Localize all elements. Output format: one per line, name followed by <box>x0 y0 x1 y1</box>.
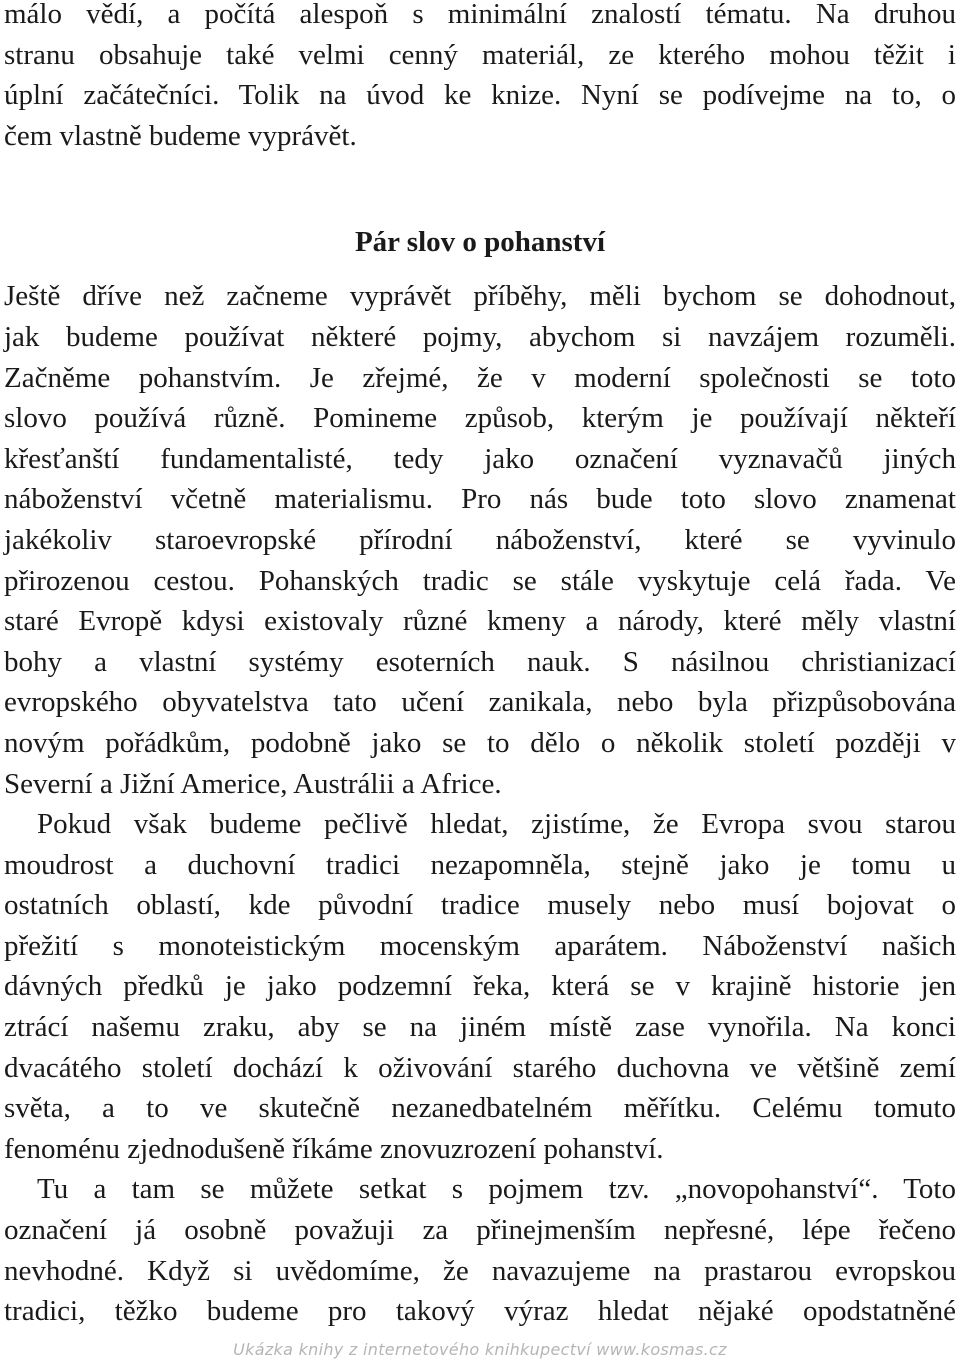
text-line: málo vědí, a počítá alespoň s minimální znalostí tématu. Na druhou <box>4 0 956 30</box>
book-page <box>4 0 956 1332</box>
text-line: přežití s monoteistickým mocenským aparátem. Náboženství našich <box>4 929 956 962</box>
text-line: staré Evropě kdysi existovaly různé kmeny a národy, které měly vlastní <box>4 605 956 638</box>
text-line: čem vlastně budeme vyprávět. <box>4 119 357 152</box>
text-line: Ještě dříve než začneme vyprávět příběhy, měli bychom se dohodnout, <box>4 280 956 313</box>
text-line: fenoménu zjednodušeně říkáme znovuzrození pohanství. <box>4 1132 664 1165</box>
text-line: slovo používá různě. Pomineme způsob, kterým je používají někteří <box>4 402 956 435</box>
text-line: Začněme pohanstvím. Je zřejmé, že v moderní společnosti se toto <box>4 361 956 394</box>
text-line: Tu a tam se můžete setkat s pojmem tzv. „novopohanství“. Toto <box>37 1173 956 1206</box>
text-line: nevhodné. Když si uvědomíme, že navazujeme na prastarou evropskou <box>4 1254 956 1287</box>
text-line: křesťanští fundamentalisté, tedy jako označení vyznavačů jiných <box>4 442 956 475</box>
text-line: novým pořádkům, podobně jako se to dělo o několik století později v <box>4 726 956 759</box>
text-line: tradici, těžko budeme pro takový výraz hledat nějaké opodstatněné <box>4 1295 956 1328</box>
text-line: jakékoliv staroevropské přírodní náboženství, které se vyvinulo <box>4 523 956 556</box>
text-line: moudrost a duchovní tradici nezapomněla, stejně jako je tomu u <box>4 848 956 881</box>
paragraph-2 <box>4 804 956 1169</box>
text-line: stranu obsahuje také velmi cenný materiál, ze kterého mohou těžit i <box>4 38 956 71</box>
text-line: Pokud však budeme pečlivě hledat, zjistíme, že Evropa svou starou <box>37 808 956 841</box>
text-line: dvacátého století dochází k oživování starého duchovna ve většině zemí <box>4 1051 956 1084</box>
paragraph-1 <box>4 276 956 804</box>
text-line: náboženství včetně materialismu. Pro nás bude toto slovo znamenat <box>4 483 956 516</box>
text-line: bohy a vlastní systémy esoterních nauk. S násilnou christianizací <box>4 645 956 678</box>
text-line: světa, a to ve skutečně nezanedbatelném měřítku. Celému tomuto <box>4 1092 956 1125</box>
text-line: ostatních oblastí, kde původní tradice musely nebo musí bojovat o <box>4 889 956 922</box>
text-line: evropského obyvatelstva tato učení zanikala, nebo byla přizpůsobována <box>4 686 956 719</box>
intro-paragraph <box>4 0 956 156</box>
text-line: jak budeme používat některé pojmy, abychom si navzájem rozuměli. <box>4 320 956 353</box>
text-line: úplní začátečníci. Tolik na úvod ke knize. Nyní se podívejme na to, o <box>4 79 956 112</box>
text-line: označení já osobně považuji za přinejmenším nepřesné, lépe řečeno <box>4 1214 956 1247</box>
text-line: Severní a Jižní Americe, Austrálii a Africe. <box>4 767 502 800</box>
section-heading: Pár slov o pohanství <box>354 226 606 259</box>
paragraph-3 <box>4 1169 956 1331</box>
text-line: dávných předků je jako podzemní řeka, která se v krajině historie jen <box>4 970 956 1003</box>
text-line: přirozenou cestou. Pohanských tradic se stále vyskytuje celá řada. Ve <box>4 564 956 597</box>
footer-watermark: Ukázka knihy z internetového knihkupectví www.kosmas.cz <box>233 1340 727 1359</box>
text-line: ztrácí našemu zraku, aby se na jiném místě zase vynořila. Na konci <box>4 1011 956 1044</box>
